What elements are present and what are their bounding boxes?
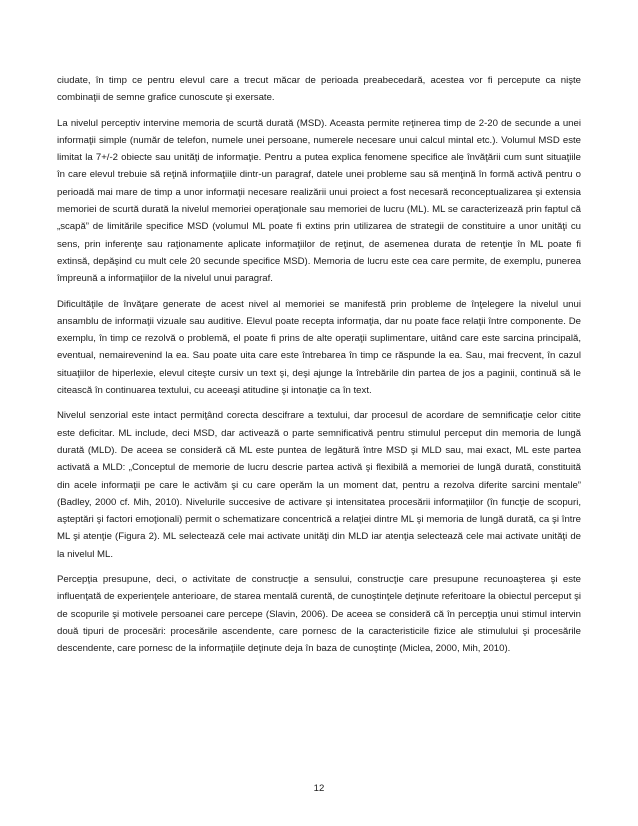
paragraph: Nivelul senzorial este intact permiţând corecta descifrare a textului, dar procesul de acordare de semnificaţie celor citite este deficitar. ML include, deci MSD, dar activează o parte semnificativă pentru stimulul perceput din memoria de lungă durată (MLD). De aceea se consideră că ML este puntea de legătură între MSD şi MLD sau, mai exact, ML este partea activată a MLD: „Conceptul de memorie de lucru descrie partea activă şi flexibilă a memoriei de lungă durată, constituită din acele informaţii pe care le activăm şi cu care operăm la un moment dat, pentru a rezolva diferite sarcini mentale” (Badley, 2000 cf. Mih, 2010). Nivelurile succesive de activare şi intensitatea procesării informaţiilor (în funcţie de scopuri, aşteptări şi factori emoţionali) permit o schematizare concentrică a relaţiei dintre ML şi memoria de lungă durată, ca şi între ML şi atenţie (Figura 2). ML selectează cele mai activate unităţi din MLD iar atenţia selectează cele mai activate unităţi de la nivelul ML.: [57, 410, 581, 560]
page-number: 12: [313, 783, 325, 794]
body-text: [57, 72, 581, 666]
paragraph: La nivelul perceptiv intervine memoria de scurtă durată (MSD). Aceasta permite reţinerea timp de 2-20 de secunde a unei informaţii simple (număr de telefon, numele unei persoane, numerele necesare unui calcul mintal etc.). Volumul MSD este limitat la 7+/-2 obiecte sau unităţi de informaţie. Pentru a putea explica fenomene specifice ale învăţării cum sunt situaţiile în care elevul trebuie să reţină informaţiile dintr-un paragraf, datele unei probleme sau să menţină în formă activă pentru o perioadă mai mare de timp a unor informaţii necesare realizării unui proiect a fost necesară reconceptualizarea şi extensia memoriei de scurtă durată la nivelul memoriei operaţionale sau memoriei de lucru (ML). ML se caracterizează prin faptul că „scapă” de limitările specifice MSD (volumul ML poate fi extins prin utilizarea de strategii de constituire a unor unităţi cu sens, prin inferenţe sau raţionamente aplicate informaţiilor de reţinut, de asemenea durata de retenţie în ML poate fi extinsă, depăşind cu mult cele 20 secunde specifice MSD). Memoria de lucru este cea care permite, de exemplu, punerea împreună a informaţiilor de la nivelul unui paragraf.: [57, 117, 581, 285]
paragraph: Dificultăţile de învăţare generate de acest nivel al memoriei se manifestă prin probleme de înţelegere la nivelul unui ansamblu de informaţii vizuale sau auditive. Elevul poate recepta informaţia, dar nu poate face relaţii între componente. De exemplu, în timp ce rezolvă o problemă, el poate fi prins de alte operaţii suplimentare, uitând care este sarcina principală, eventual, nemairevenind la ea. Sau poate uita care este întrebarea în timp ce răspunde la ea. Sau, mai frecvent, în cazul situaţiilor de hiperlexie, elevul citeşte cursiv un text şi, deşi ajunge la întrebările din partea de jos a paginii, continuă să le citească în continuarea textului, cu aceeaşi atitudine şi intonaţie ca în text.: [57, 298, 581, 397]
paragraph: Percepţia presupune, deci, o activitate de construcţie a sensului, construcţie care presupune recunoaşterea şi este influenţată de experienţele anterioare, de starea mentală curentă, de cunoştinţele deţinute referitoare la obiectul perceput şi de scopurile şi motivele persoanei care percepe (Slavin, 2006). De aceea se consideră că în percepţia unui stimul intervin două tipuri de procesări: procesările ascendente, care pornesc de la caracteristicile fizice ale stimulului şi procesările descendente, care pornesc de la informaţiile deţinute deja în baza de cunoştinţe (Miclea, 2000, Mih, 2010).: [57, 574, 581, 655]
paragraph: ciudate, în timp ce pentru elevul care a trecut măcar de perioada preabecedară, acestea vor fi percepute ca nişte combinaţii de semne grafice cunoscute şi exersate.: [57, 75, 581, 104]
